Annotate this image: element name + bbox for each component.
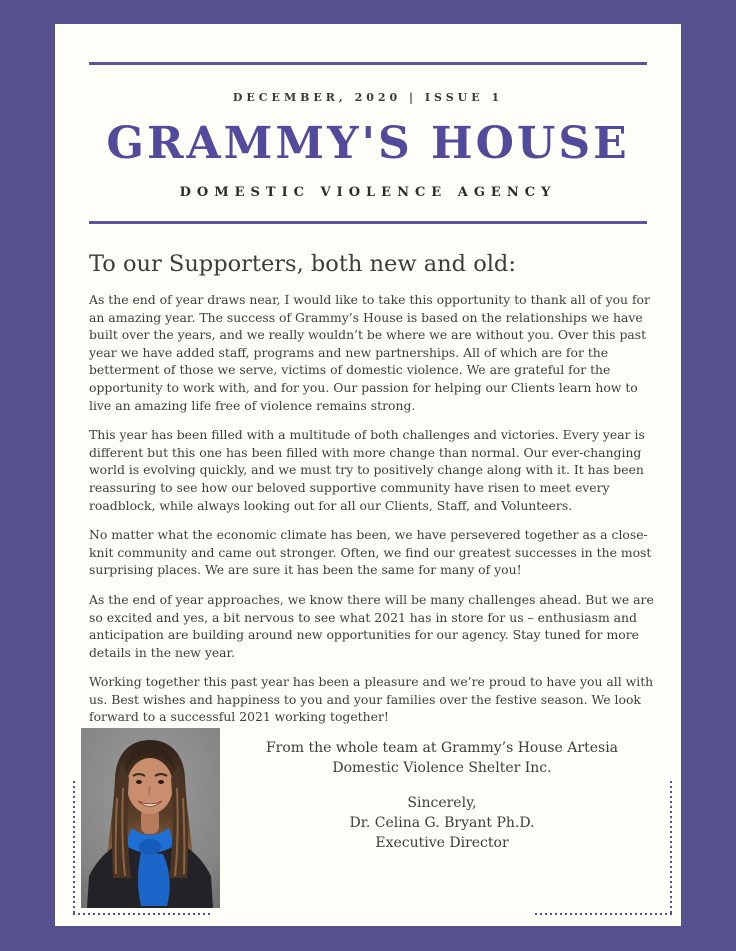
letter-paragraph: This year has been filled with a multitude of both challenges and victories. Every year is different but this one has been filled with more change than normal. Our ever-changing world is evolving quickly, and we must try to positively change along with it. It has been reassuring to see how our beloved supportive community have risen to meet every roadblock, while always looking out for all our Clients, Staff, and Volunteers. bbox=[89, 427, 645, 513]
masthead-subtitle: DOMESTIC VIOLENCE AGENCY bbox=[179, 185, 557, 200]
letter-body bbox=[55, 291, 681, 726]
closing-signoff: Sincerely, bbox=[407, 795, 477, 811]
masthead-title: GRAMMY'S HOUSE bbox=[106, 118, 630, 169]
director-photo bbox=[81, 728, 220, 908]
closing-from-line-1: From the whole team at Grammy’s House Artesia bbox=[265, 740, 619, 756]
closing-signer-title: Executive Director bbox=[375, 835, 509, 851]
portrait-image bbox=[81, 728, 220, 908]
closing-from-line-2: Domestic Violence Shelter Inc. bbox=[332, 760, 552, 776]
letter-salutation: To our Supporters, both new and old: bbox=[89, 251, 516, 277]
closing-signer-name: Dr. Celina G. Bryant Ph.D. bbox=[349, 815, 535, 831]
closing-block bbox=[221, 738, 663, 853]
letter-paragraph: No matter what the economic climate has been, we have persevered together as a close-knit community and came out stronger. Often, we find our greatest successes in the most surprising places. We are sure it has been the same for many of you! bbox=[89, 527, 652, 578]
masthead-rule-top bbox=[89, 62, 647, 65]
dotted-accent-right-vertical bbox=[670, 781, 672, 913]
dotted-accent-left-vertical bbox=[73, 781, 75, 913]
dotted-accent-left-horizontal bbox=[73, 913, 211, 915]
letter-paragraph: As the end of year approaches, we know there will be many challenges ahead. But we are so excited and yes, a bit nervous to see what 2021 has in store for us – enthusiasm and anticipation are building around new opportunities for our agency. Stay tuned for more details in the new year. bbox=[89, 591, 654, 660]
letter-paragraph: As the end of year draws near, I would like to take this opportunity to thank all of you for an amazing year. The success of Grammy’s House is based on the relationships we have built over the years, and we really wouldn’t be where we are without you. Over this past year we have added staff, programs and new partnerships. All of which are for the betterment of those we serve, victims of domestic violence. We are grateful for the opportunity to work with, and for you. Our passion for helping our Clients learn how to live an amazing life free of violence remains strong. bbox=[89, 292, 650, 413]
letter-paragraph: Working together this past year has been a pleasure and we’re proud to have you all with us. Best wishes and happiness to you and your families over the festive season. We look forward to a successful 2021 working together! bbox=[89, 674, 654, 725]
newsletter-page bbox=[55, 24, 681, 926]
issue-line: DECEMBER, 2020 | ISSUE 1 bbox=[232, 91, 504, 104]
masthead-rule-bottom bbox=[89, 221, 647, 224]
dotted-accent-right-horizontal bbox=[535, 913, 672, 915]
